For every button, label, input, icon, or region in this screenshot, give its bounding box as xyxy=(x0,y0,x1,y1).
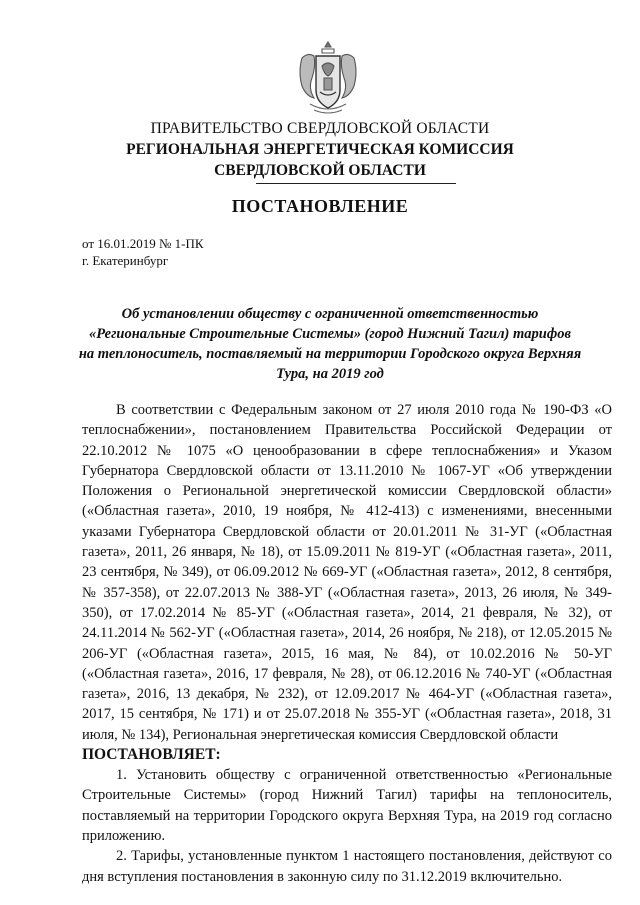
commission-name-line2: СВЕРДЛОВСКОЙ ОБЛАСТИ xyxy=(214,162,426,179)
subject-line: Тура, на 2019 год xyxy=(276,366,384,382)
header-underline xyxy=(256,183,456,184)
document-date-number: от 16.01.2019 № 1-ПК xyxy=(82,236,204,251)
document-subject xyxy=(70,304,590,384)
subject-line: на теплоноситель, поставляемый на территории Городского округа Верхняя xyxy=(78,346,582,362)
commission-name-line1: РЕГИОНАЛЬНАЯ ЭНЕРГЕТИЧЕСКАЯ КОМИССИЯ xyxy=(126,141,514,158)
government-name: ПРАВИТЕЛЬСТВО СВЕРДЛОВСКОЙ ОБЛАСТИ xyxy=(150,120,490,137)
subject-line: «Региональные Строительные Системы» (город Нижний Тагил) тарифов xyxy=(89,326,571,342)
resolution-item: 1. Установить обществу с ограниченной ответственностью «Региональные Строительные Системы» (город Нижний Тагил) тарифы на теплоноситель, поставляемый на территории Городского округа Верхняя Тура, на 2019 год согласно приложению. xyxy=(82,767,612,844)
preamble-paragraph: В соответствии с Федеральным законом от 27 июля 2010 года № 190-ФЗ «О теплоснабжении», постановлением Правительства Российской Федерации от 22.10.2012 № 1075 «О ценообразовании в сфере теплоснабжения» и Указом Губернатора Свердловской области от 13.11.2010 № 1067-УГ «Об утверждении Положения о Региональной энергетической комиссии Свердловской области» («Областная газета», 2010, 19 ноября, № 412-413) с изменениями, внесенными указами Губернатора Свердловской области от 20.01.2011 № 31-УГ («Областная газета», 2011, 26 января, № 18), от 15.09.2011 № 819-УГ («Областная газета», 2011, 23 сентября, № 349), от 06.09.2012 № 669-УГ («Областная газета», 2012, 8 сентября, № 357-358), от 22.07.2013 № 388-УГ («Областная газета», 2013, 26 июля, № 349-350), от 17.02.2014 № 85-УГ («Областная газета», 2014, 21 февраля, № 32), от 24.11.2014 № 562-УГ («Областная газета», 2014, 26 ноября, № 218), от 12.05.2015 № 206-УГ («Областная газета», 2015, 16 мая, № 84), от 10.02.2016 № 50-УГ («Областная газета», 2016, 17 февраля, № 28), от 06.12.2016 № 740-УГ («Областная газета», 2016, 13 декабря, № 232), от 12.09.2017 № 464-УГ («Областная газета», 2017, 15 сентября, № 171) и от 25.07.2018 № 355-УГ («Областная газета», 2018, 31 июля, № 134), Региональная энергетическая комиссия Свердловской области xyxy=(82,402,612,743)
resolves-heading: ПОСТАНОВЛЯЕТ: xyxy=(82,746,221,764)
resolution-item: 2. Тарифы, установленные пунктом 1 настоящего постановления, действуют со дня вступления постановления в законную силу по 31.12.2019 включительно. xyxy=(82,848,612,885)
document-title: ПОСТАНОВЛЕНИЕ xyxy=(231,196,409,216)
subject-line: Об установлении обществу с ограниченной ответственностью xyxy=(121,306,539,322)
document-city: г. Екатеринбург xyxy=(82,253,169,268)
document-body xyxy=(82,400,612,887)
coat-of-arms-emblem xyxy=(296,40,360,118)
